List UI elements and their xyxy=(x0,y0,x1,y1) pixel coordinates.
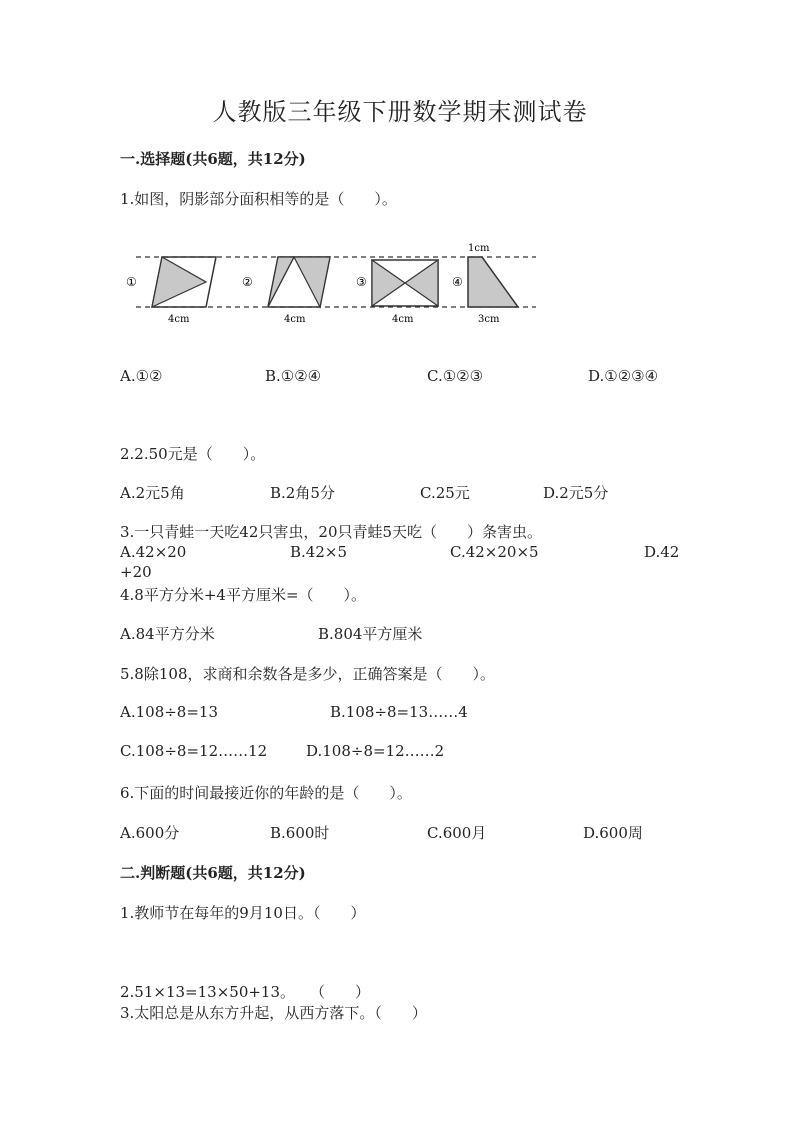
figure-4-base-label: 3cm xyxy=(478,314,500,325)
figure-4 xyxy=(468,257,518,307)
question-5: 5.8除108，求商和余数各是多少，正确答案是（ ）。 xyxy=(120,665,495,683)
q3-option-b: B.42×5 xyxy=(290,543,347,561)
q5-option-c: C.108÷8=12……12 xyxy=(120,742,268,760)
q5-option-a: A.108÷8=13 xyxy=(120,703,218,721)
figure-1-base-label: 4cm xyxy=(168,314,190,325)
question-1-figure xyxy=(120,240,540,330)
figure-3-base-label: 4cm xyxy=(392,314,414,325)
figure-2 xyxy=(268,257,330,307)
q3-option-a: A.42×20 xyxy=(120,543,187,561)
q5-option-b: B.108÷8=13……4 xyxy=(330,703,468,721)
q1-option-d: D.①②③④ xyxy=(588,367,659,385)
q3-option-c: C.42×20×5 xyxy=(450,543,539,561)
section-heading-choice: 一.选择题(共6题，共12分) xyxy=(120,150,306,168)
question-3: 3.一只青蛙一天吃42只害虫，20只青蛙5天吃（ ）条害虫。 xyxy=(120,523,543,541)
q3-option-d: D.42 xyxy=(644,543,680,561)
judgement-question-2: 2.51×13=13×50+13。 （ ） xyxy=(120,983,371,1001)
figure-label-1: ① xyxy=(126,275,137,289)
figure-1-shaded-triangle xyxy=(152,257,206,307)
question-1: 1.如图，阴影部分面积相等的是（ ）。 xyxy=(120,190,397,208)
q6-option-d: D.600周 xyxy=(583,824,643,842)
page-title: 人教版三年级下册数学期末测试卷 xyxy=(212,98,588,126)
question-2: 2.2.50元是（ ）。 xyxy=(120,445,266,463)
q2-option-d: D.2元5分 xyxy=(543,484,609,502)
q4-option-b: B.804平方厘米 xyxy=(318,625,423,643)
figure-label-2: ② xyxy=(242,275,253,289)
figure-label-3: ③ xyxy=(356,275,367,289)
question-6: 6.下面的时间最接近你的年龄的是（ ）。 xyxy=(120,784,412,802)
q1-option-a: A.①② xyxy=(120,367,163,385)
judgement-question-3: 3.太阳总是从东方升起，从西方落下。（ ） xyxy=(120,1004,427,1022)
q5-option-d: D.108÷8=12……2 xyxy=(306,742,445,760)
figure-label-4: ④ xyxy=(452,275,463,289)
q6-option-c: C.600月 xyxy=(427,824,487,842)
figure-4-trapezoid xyxy=(468,257,518,307)
q2-option-a: A.2元5角 xyxy=(120,484,185,502)
q1-option-c: C.①②③ xyxy=(427,367,484,385)
figure-1 xyxy=(152,257,216,307)
q2-option-c: C.25元 xyxy=(420,484,470,502)
q3-option-d-wrap: +20 xyxy=(120,563,152,581)
q4-option-a: A.84平方分米 xyxy=(120,625,215,643)
figure-4-top-label: 1cm xyxy=(468,243,490,254)
question-4: 4.8平方分米+4平方厘米=（ ）。 xyxy=(120,586,367,604)
figure-2-shaded-right xyxy=(294,257,330,307)
figure-2-base-label: 4cm xyxy=(284,314,306,325)
section-heading-judgement: 二.判断题(共6题，共12分) xyxy=(120,864,306,882)
q6-option-b: B.600时 xyxy=(270,824,330,842)
figure-3 xyxy=(372,260,438,306)
q2-option-b: B.2角5分 xyxy=(270,484,335,502)
q1-option-b: B.①②④ xyxy=(265,367,322,385)
judgement-question-1: 1.教师节在每年的9月10日。（ ） xyxy=(120,904,366,922)
q6-option-a: A.600分 xyxy=(120,824,180,842)
